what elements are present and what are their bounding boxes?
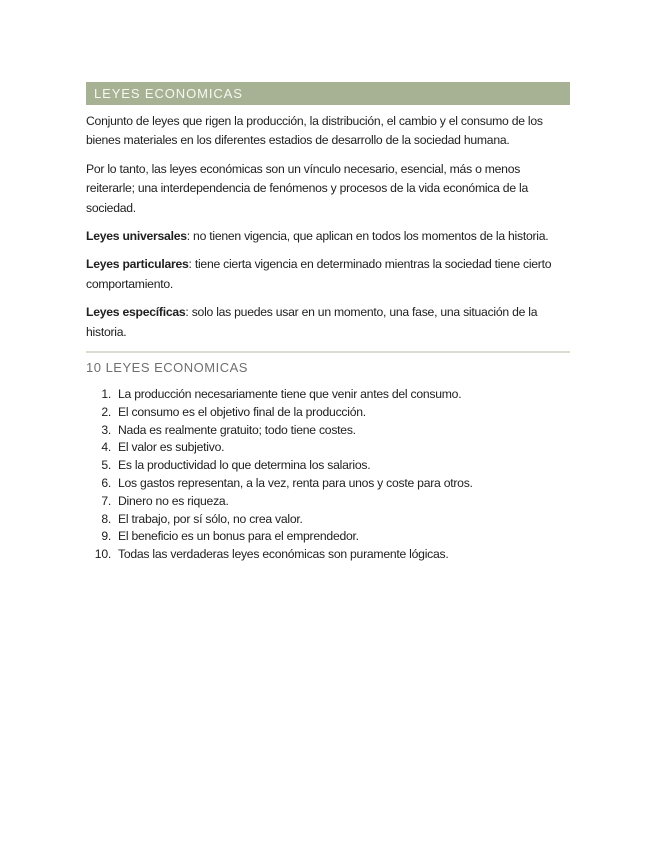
laws-list [86, 386, 570, 564]
list-item-number: 2. [101, 404, 111, 419]
list-item-number: 6. [101, 476, 111, 491]
paragraph-lead: Leyes específicas [86, 305, 186, 320]
list-item [86, 546, 570, 564]
paragraph-text: : solo las puedes usar en un momento, una fase, una situación de la historia. [86, 305, 538, 339]
paragraph-text: : tiene cierta vigencia en determinado mientras la sociedad tiene cierto comportamiento. [86, 257, 552, 291]
list-item-text: El consumo es el objetivo final de la producción. [118, 404, 366, 419]
list-item [86, 404, 570, 422]
list-item [86, 386, 570, 404]
list-item-number: 1. [101, 387, 111, 402]
list-item-text: La producción necesariamente tiene que venir antes del consumo. [118, 387, 462, 402]
list-item-number: 9. [101, 529, 111, 544]
paragraph-intro [86, 112, 570, 151]
list-item [86, 475, 570, 493]
list-item [86, 511, 570, 529]
list-item [86, 422, 570, 440]
list-item-text: Dinero no es riqueza. [118, 493, 229, 508]
list-item [86, 439, 570, 457]
list-item-number: 4. [101, 440, 111, 455]
list-item-number: 7. [101, 493, 111, 508]
list-item [86, 457, 570, 475]
paragraph-leyes-universales [86, 227, 570, 246]
list-item-number: 10. [94, 547, 111, 562]
list-item-number: 3. [101, 422, 111, 437]
list-item-text: Todas las verdaderas leyes económicas son puramente lógicas. [118, 547, 449, 562]
list-item [86, 493, 570, 511]
list-item-number: 8. [101, 511, 111, 526]
paragraph-leyes-especificas [86, 303, 570, 342]
list-item-text: El beneficio es un bonus para el emprendedor. [118, 529, 359, 544]
list-item-text: El trabajo, por sí sólo, no crea valor. [118, 511, 303, 526]
list-item-number: 5. [101, 458, 111, 473]
paragraph-lead: Leyes universales [86, 229, 187, 244]
paragraph-text: Por lo tanto, las leyes económicas son un vínculo necesario, esencial, más o menos reiterarle; una interdependencia de fenómenos y procesos de la vida económica de la sociedad. [86, 161, 528, 215]
section-heading: 10 LEYES ECONOMICAS [86, 351, 570, 375]
paragraph-leyes-particulares [86, 255, 570, 294]
list-item-text: Nada es realmente gratuito; todo tiene costes. [118, 422, 356, 437]
paragraph-lead: Leyes particulares [86, 257, 189, 272]
list-item [86, 528, 570, 546]
document-title: LEYES ECONOMICAS [94, 86, 243, 101]
paragraph-por-lo-tanto [86, 160, 570, 218]
paragraph-text: Conjunto de leyes que rigen la producción, la distribución, el cambio y el consumo de los bienes materiales en los diferentes estadios de desarrollo de la sociedad humana. [86, 114, 543, 148]
title-bar [86, 82, 570, 105]
paragraph-text: : no tienen vigencia, que aplican en todos los momentos de la historia. [186, 229, 549, 244]
list-item-text: Es la productividad lo que determina los salarios. [118, 458, 371, 473]
list-item-text: Los gastos representan, a la vez, renta para unos y coste para otros. [118, 476, 473, 491]
list-item-text: El valor es subjetivo. [118, 440, 225, 455]
